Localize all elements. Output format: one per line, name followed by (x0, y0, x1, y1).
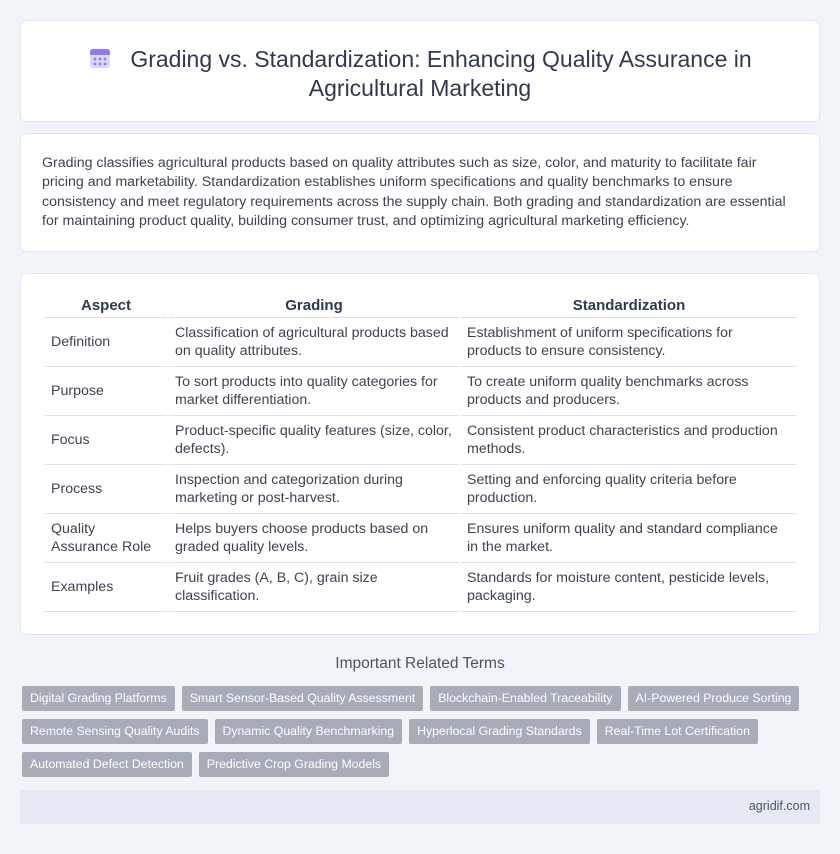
related-terms-list (22, 686, 812, 777)
term-tag[interactable]: Real-Time Lot Certification (597, 719, 758, 744)
term-tag[interactable]: Hyperlocal Grading Standards (409, 719, 590, 744)
term-tag[interactable]: Blockchain-Enabled Traceability (430, 686, 620, 711)
cell-standardization: Consistent product characteristics and production methods. (461, 416, 797, 465)
cell-standardization: Setting and enforcing quality criteria before production. (461, 465, 797, 514)
cell-grading: Helps buyers choose products based on graded quality levels. (169, 514, 459, 563)
title-card (20, 20, 820, 122)
cell-aspect: Quality Assurance Role (45, 514, 167, 563)
related-terms-title: Important Related Terms (335, 655, 505, 672)
term-tag[interactable]: Dynamic Quality Benchmarking (215, 719, 403, 744)
table-row (45, 367, 797, 416)
table-row (45, 563, 797, 612)
comparison-card (20, 273, 820, 635)
cell-aspect: Focus (45, 416, 167, 465)
term-tag[interactable]: Digital Grading Platforms (22, 686, 175, 711)
cell-standardization: Ensures uniform quality and standard compliance in the market. (461, 514, 797, 563)
cell-grading: To sort products into quality categories for market differentiation. (169, 367, 459, 416)
table-row (45, 416, 797, 465)
comparison-table (43, 296, 799, 612)
cell-standardization: Establishment of uniform specifications for products to ensure consistency. (461, 318, 797, 367)
term-tag[interactable]: Predictive Crop Grading Models (199, 752, 389, 777)
term-tag[interactable]: AI-Powered Produce Sorting (628, 686, 800, 711)
cell-standardization: Standards for moisture content, pesticide levels, packaging. (461, 563, 797, 612)
page-title: Grading vs. Standardization: Enhancing Quality Assurance in Agricultural Marketing (130, 46, 752, 101)
cell-grading: Fruit grades (A, B, C), grain size classification. (169, 563, 459, 612)
table-row (45, 514, 797, 563)
intro-paragraph: Grading classifies agricultural products based on quality attributes such as size, color, and maturity to facilitate fair pricing and marketability. Standardization establishes uniform specifications and quality benchmarks to ensure consistency and meet regulatory requirements across the supply chain. Both grading and standardization are essential for maintaining product quality, building consumer trust, and optimizing agricultural marketing efficiency. (42, 155, 786, 229)
cell-aspect: Purpose (45, 367, 167, 416)
calendar-icon (88, 46, 112, 70)
term-tag[interactable]: Remote Sensing Quality Audits (22, 719, 208, 744)
header-standardization: Standardization (461, 296, 797, 318)
cell-grading: Product-specific quality features (size, color, defects). (169, 416, 459, 465)
intro-card (20, 133, 820, 252)
term-tag[interactable]: Smart Sensor-Based Quality Assessment (182, 686, 424, 711)
header-grading: Grading (169, 296, 459, 318)
table-header-row (45, 296, 797, 318)
cell-aspect: Process (45, 465, 167, 514)
table-row (45, 318, 797, 367)
cell-standardization: To create uniform quality benchmarks across products and producers. (461, 367, 797, 416)
footer-site-link[interactable]: agridif.com (748, 799, 810, 813)
cell-grading: Inspection and categorization during marketing or post-harvest. (169, 465, 459, 514)
cell-grading: Classification of agricultural products based on quality attributes. (169, 318, 459, 367)
page-title-wrap (21, 45, 819, 103)
cell-aspect: Definition (45, 318, 167, 367)
footer (20, 790, 820, 824)
term-tag[interactable]: Automated Defect Detection (22, 752, 192, 777)
header-aspect: Aspect (45, 296, 167, 318)
table-row (45, 465, 797, 514)
cell-aspect: Examples (45, 563, 167, 612)
